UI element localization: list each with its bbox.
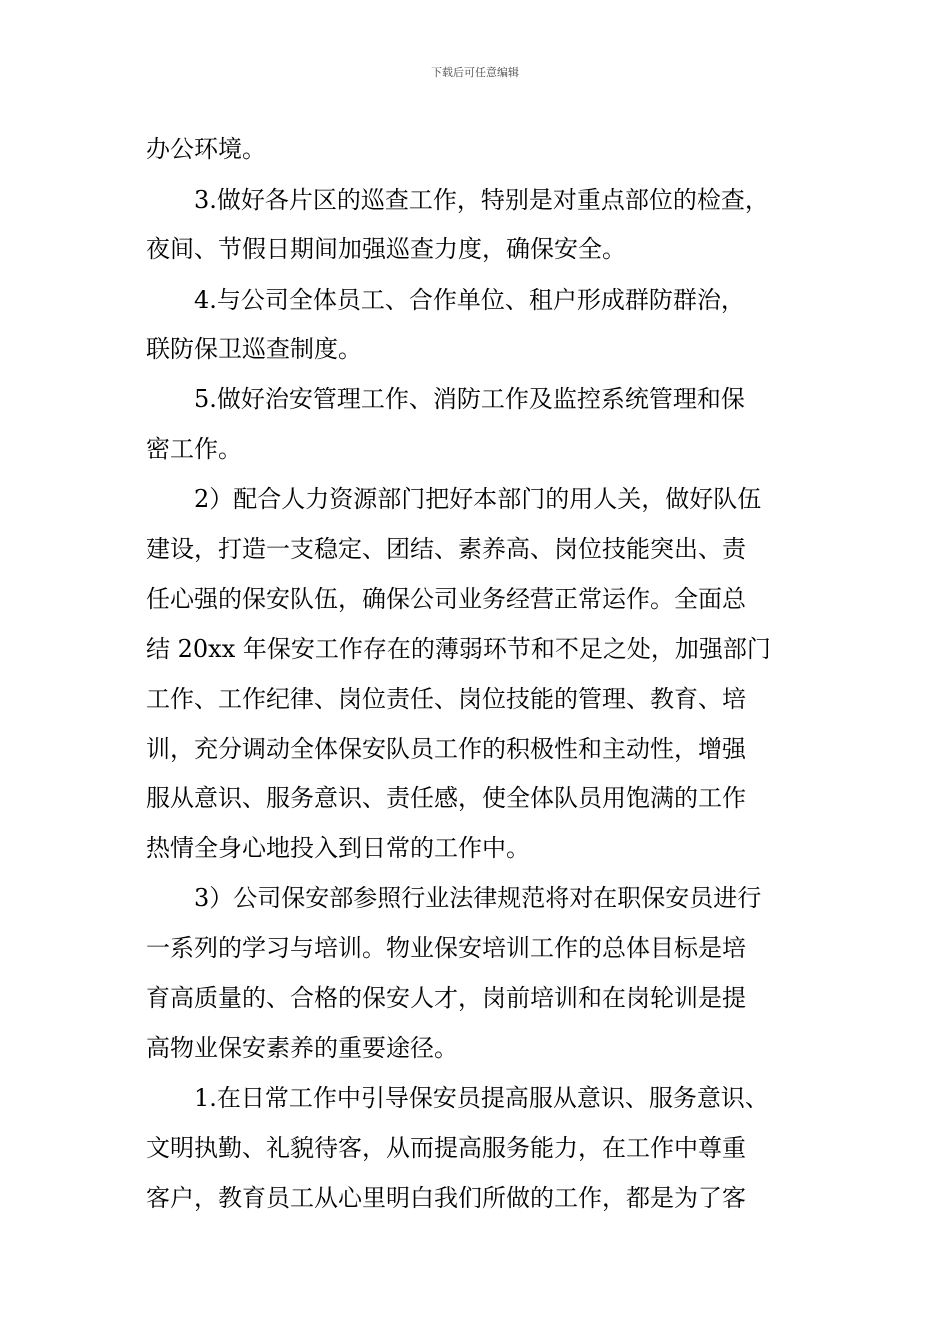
text-line: 文明执勤、礼貌待客，从而提高服务能力，在工作中尊重 <box>146 1134 746 1162</box>
text-line: 服从意识、服务意识、责任感，使全体队员用饱满的工作 <box>146 784 746 812</box>
text-line: 1.在日常工作中引导保安员提高服从意识、服务意识、 <box>194 1084 769 1112</box>
page-header-note: 下载后可任意编辑 <box>431 66 519 79</box>
text-line: 高物业保安素养的重要途径。 <box>146 1034 458 1062</box>
text-line: 办公环境。 <box>146 135 266 163</box>
text-line: 5.做好治安管理工作、消防工作及监控系统管理和保 <box>194 385 745 413</box>
text-line: 训，充分调动全体保安队员工作的积极性和主动性，增强 <box>146 735 746 763</box>
text-line: 3.做好各片区的巡查工作，特别是对重点部位的检查， <box>194 186 769 214</box>
text-line: 热情全身心地投入到日常的工作中。 <box>146 834 530 862</box>
text-line: 2）配合人力资源部门把好本部门的用人关，做好队伍 <box>194 485 762 513</box>
text-line: 工作、工作纪律、岗位责任、岗位技能的管理、教育、培 <box>146 685 746 713</box>
text-line: 任心强的保安队伍，确保公司业务经营正常运作。全面总 <box>146 585 746 613</box>
text-line: 4.与公司全体员工、合作单位、租户形成群防群治， <box>194 286 745 314</box>
text-line: 建设，打造一支稳定、团结、素养高、岗位技能突出、责 <box>146 535 746 563</box>
text-line: 育高质量的、合格的保安人才，岗前培训和在岗轮训是提 <box>146 984 746 1012</box>
text-line: 夜间、节假日期间加强巡查力度，确保安全。 <box>146 235 626 263</box>
text-line: 3）公司保安部参照行业法律规范将对在职保安员进行 <box>194 884 762 912</box>
text-line: 结 20xx 年保安工作存在的薄弱环节和不足之处，加强部门 <box>146 635 771 663</box>
text-line: 客户，教育员工从心里明白我们所做的工作，都是为了客 <box>146 1184 746 1212</box>
text-line: 联防保卫巡查制度。 <box>146 335 362 363</box>
text-line: 一系列的学习与培训。物业保安培训工作的总体目标是培 <box>146 934 746 962</box>
text-line: 密工作。 <box>146 435 242 463</box>
